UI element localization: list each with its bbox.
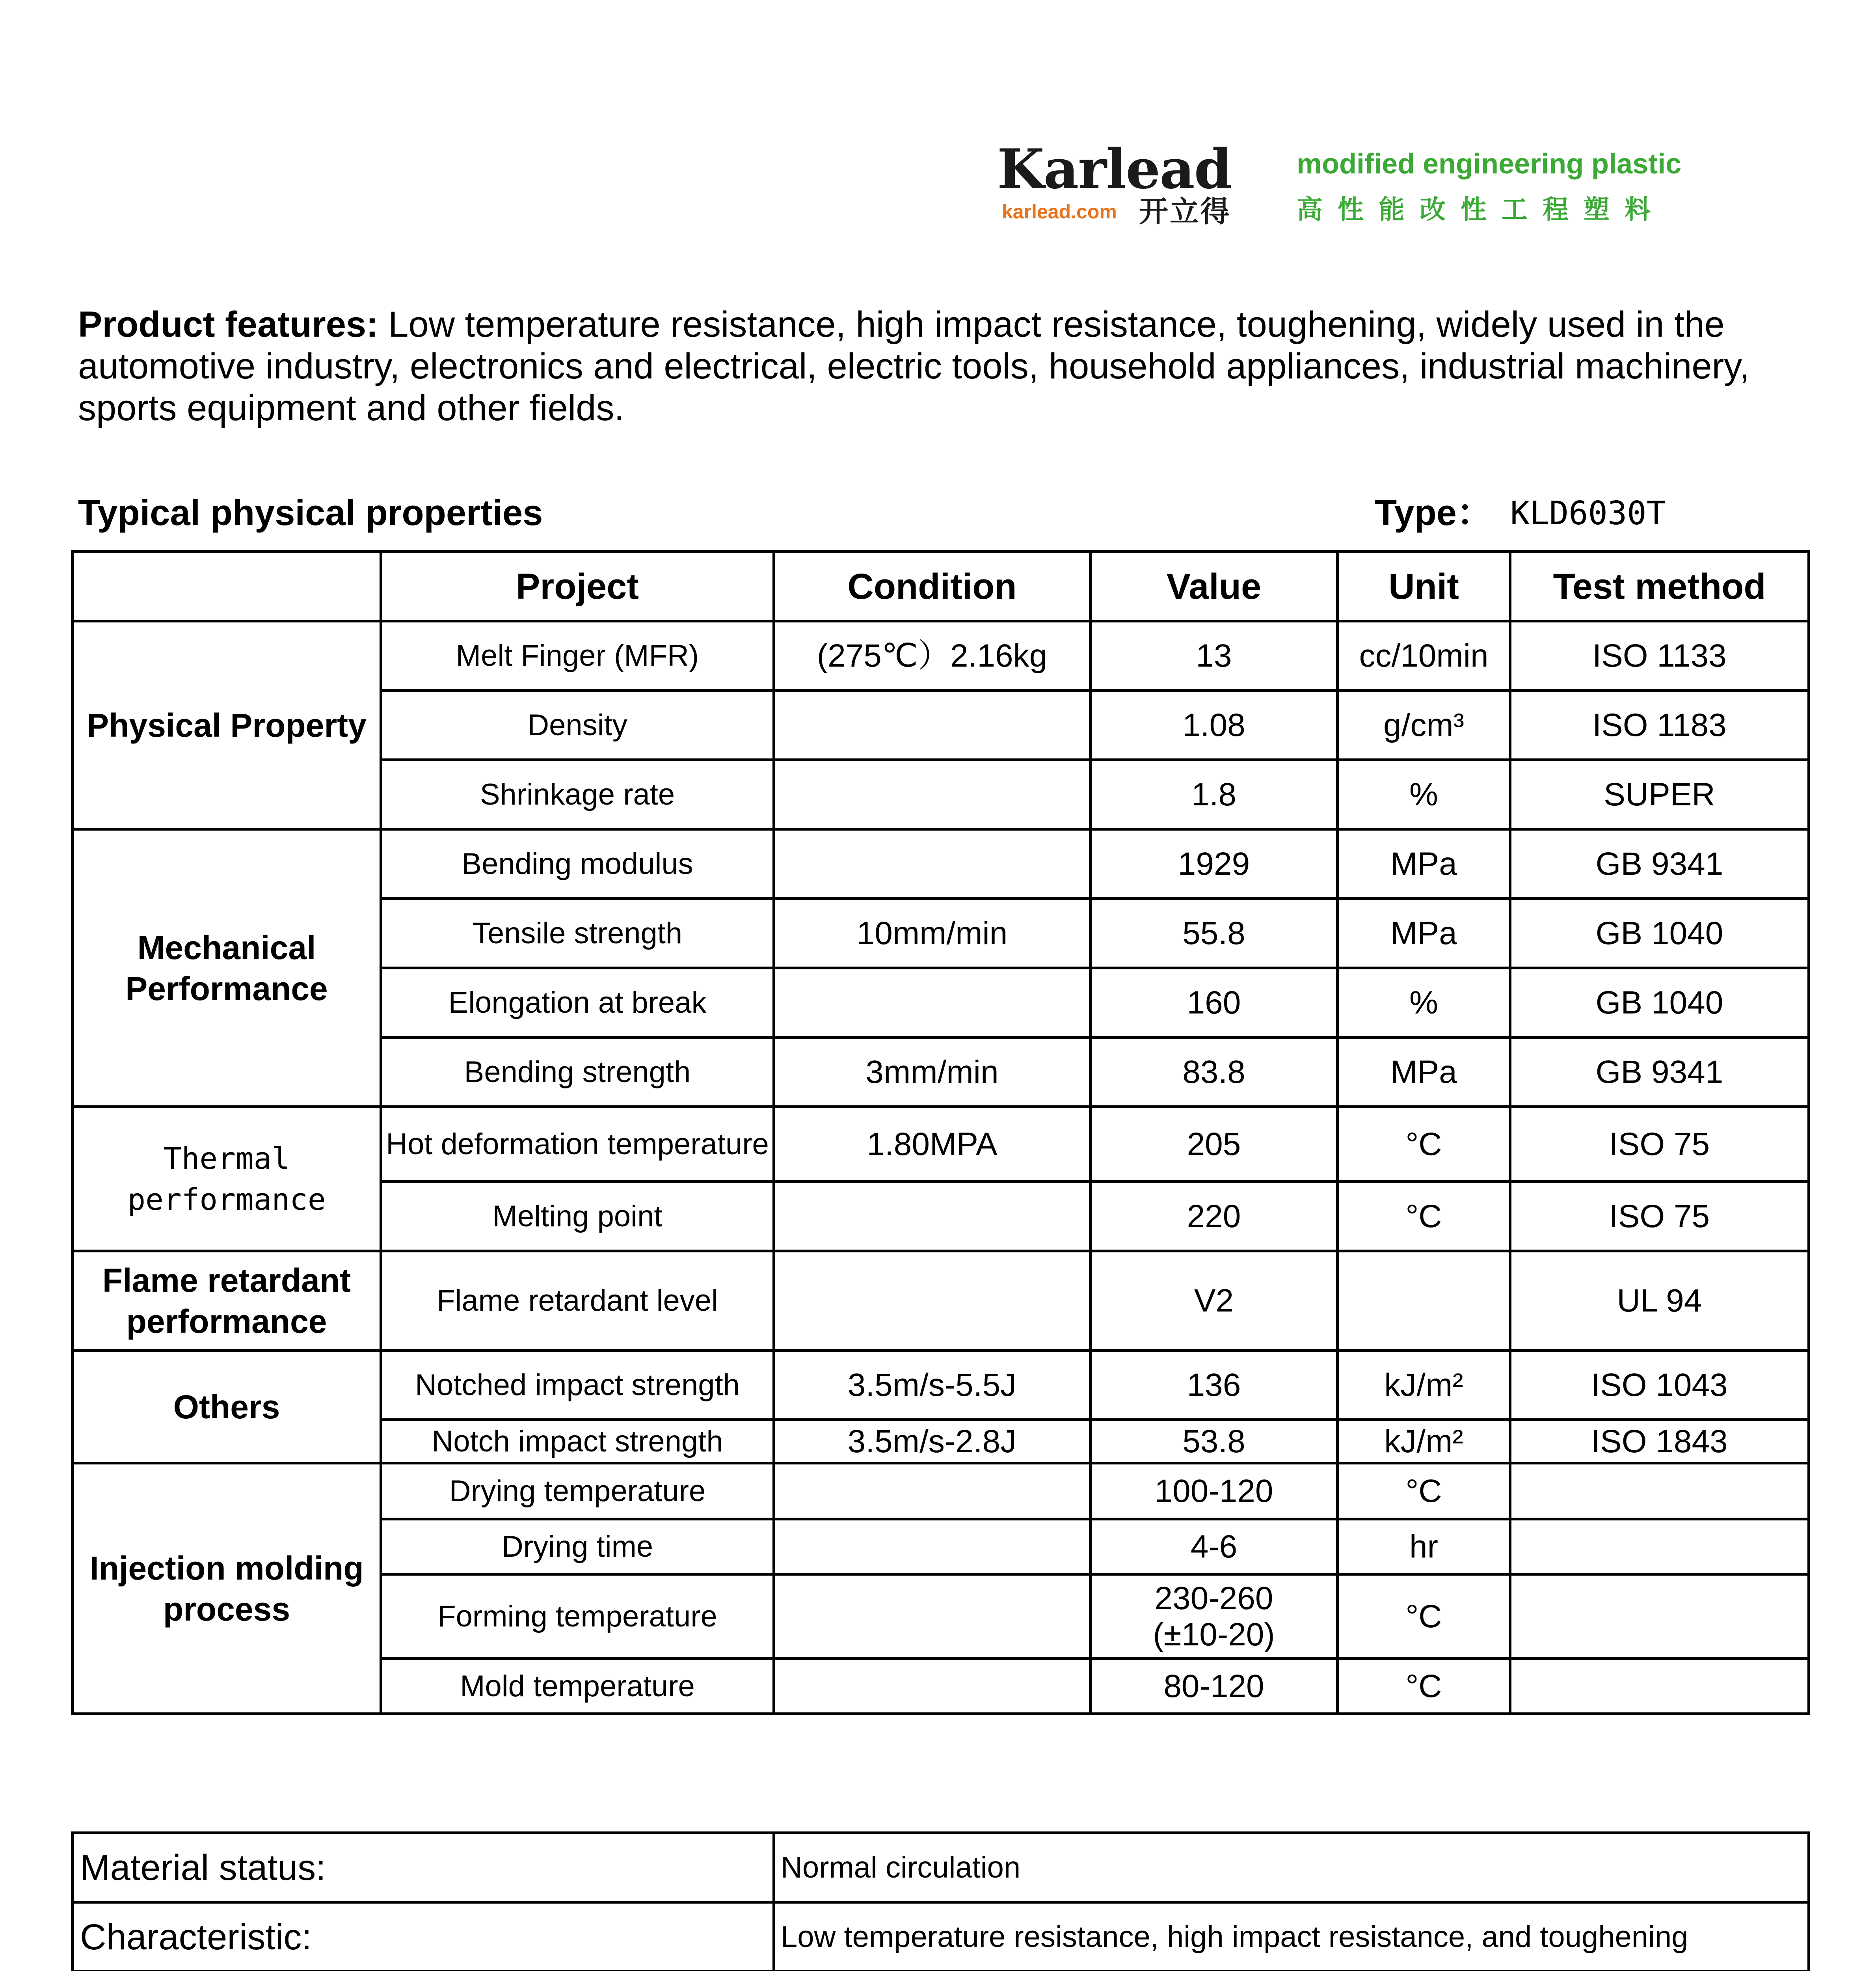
project-cell: Shrinkage rate [381,760,774,829]
unit-cell: cc/10min [1338,621,1510,691]
value-cell: 55.8 [1091,899,1338,968]
unit-cell: % [1338,968,1510,1038]
project-cell: Mold temperature [381,1659,774,1714]
unit-cell: °C [1338,1574,1510,1659]
project-cell: Melt Finger (MFR) [381,621,774,691]
project-cell: Bending modulus [381,829,774,899]
project-cell: Hot deformation temperature [381,1107,774,1182]
method-cell: UL 94 [1510,1251,1809,1351]
project-cell: Forming temperature [381,1574,774,1659]
condition-cell [774,1574,1091,1659]
material-row [73,1902,1809,1971]
header-test-method: Test method [1510,552,1809,621]
method-cell: ISO 75 [1510,1182,1809,1251]
unit-cell [1338,1251,1510,1351]
brand-url: karlead.com [1002,201,1117,223]
unit-cell: kJ/m² [1338,1351,1510,1420]
value-cell: 220 [1091,1182,1338,1251]
unit-cell: % [1338,760,1510,829]
project-cell: Melting point [381,1182,774,1251]
table-row [73,1251,1809,1351]
condition-cell [774,968,1091,1038]
project-cell: Drying time [381,1519,774,1574]
condition-cell [774,1182,1091,1251]
group-label: Flame retardant performance [73,1251,381,1351]
method-cell: ISO 1843 [1510,1420,1809,1463]
product-features-label: Product features: [78,304,378,345]
table-row [73,1351,1809,1420]
properties-title: Typical physical properties [78,493,543,533]
brand-name: Karlead [997,137,1232,201]
condition-cell: 3.5m/s-5.5J [774,1351,1091,1420]
method-cell [1510,1519,1809,1574]
product-features [78,304,1781,429]
method-cell: SUPER [1510,760,1809,829]
condition-cell [774,691,1091,760]
method-cell: GB 1040 [1510,968,1809,1038]
condition-cell [774,1519,1091,1574]
project-cell: Tensile strength [381,899,774,968]
material-label: Material status: [73,1833,774,1902]
condition-cell [774,1463,1091,1519]
unit-cell: °C [1338,1107,1510,1182]
brand-name-cn: 开立得 [1139,195,1231,229]
unit-cell: MPa [1338,1038,1510,1107]
condition-cell [774,1659,1091,1714]
header-blank [73,552,381,621]
value-cell: 83.8 [1091,1038,1338,1107]
brand-tagline: modified engineering plastic [1297,148,1682,180]
method-cell: ISO 75 [1510,1107,1809,1182]
type-label: Type： [1375,493,1493,533]
header-project: Project [381,552,774,621]
project-cell: Drying temperature [381,1463,774,1519]
value-cell: 1929 [1091,829,1338,899]
method-cell [1510,1463,1809,1519]
value-cell: 1.8 [1091,760,1338,829]
material-info-table [71,1831,1810,1971]
group-label: Thermal performance [73,1107,381,1251]
project-cell: Bending strength [381,1038,774,1107]
unit-cell: °C [1338,1463,1510,1519]
brand-tagline-cn: 高性能改性工程塑料 [1297,194,1666,225]
unit-cell: °C [1338,1659,1510,1714]
table-row [73,829,1809,899]
product-features-text: Low temperature resistance, high impact resistance, toughening, widely used in the automotive industry, electronics and electrical, electric tools, household appliances, industrial machinery, sports equipment and other fields. [78,304,1749,428]
project-cell: Elongation at break [381,968,774,1038]
table-header-row [73,552,1809,621]
unit-cell: °C [1338,1182,1510,1251]
group-label: Mechanical Performance [73,829,381,1107]
value-cell: 80-120 [1091,1659,1338,1714]
method-cell: GB 1040 [1510,899,1809,968]
method-cell: GB 9341 [1510,1038,1809,1107]
method-cell [1510,1659,1809,1714]
method-cell [1510,1574,1809,1659]
condition-cell: 3mm/min [774,1038,1091,1107]
method-cell: GB 9341 [1510,829,1809,899]
condition-cell [774,829,1091,899]
material-value: Normal circulation [774,1833,1809,1902]
value-cell: 160 [1091,968,1338,1038]
unit-cell: MPa [1338,899,1510,968]
value-cell: V2 [1091,1251,1338,1351]
unit-cell: hr [1338,1519,1510,1574]
unit-cell: g/cm³ [1338,691,1510,760]
unit-cell: MPa [1338,829,1510,899]
project-cell: Density [381,691,774,760]
project-cell: Flame retardant level [381,1251,774,1351]
condition-cell: 10mm/min [774,899,1091,968]
value-cell: 100-120 [1091,1463,1338,1519]
value-cell: 13 [1091,621,1338,691]
condition-cell: (275℃）2.16kg [774,621,1091,691]
value-cell: 4-6 [1091,1519,1338,1574]
group-label: Physical Property [73,621,381,829]
value-cell: 230-260 (±10-20) [1091,1574,1338,1659]
group-label: Injection molding process [73,1463,381,1714]
condition-cell: 1.80MPA [774,1107,1091,1182]
material-row [73,1833,1809,1902]
type-value: KLD6030T [1510,495,1666,532]
value-cell: 1.08 [1091,691,1338,760]
method-cell: ISO 1043 [1510,1351,1809,1420]
brand-logo [997,137,1746,240]
method-cell: ISO 1183 [1510,691,1809,760]
condition-cell [774,760,1091,829]
header-unit: Unit [1338,552,1510,621]
value-cell: 53.8 [1091,1420,1338,1463]
table-row [73,621,1809,691]
table-row [73,1107,1809,1182]
value-cell: 136 [1091,1351,1338,1420]
method-cell: ISO 1133 [1510,621,1809,691]
unit-cell: kJ/m² [1338,1420,1510,1463]
table-row [73,1463,1809,1519]
condition-cell: 3.5m/s-2.8J [774,1420,1091,1463]
header-value: Value [1091,552,1338,621]
project-cell: Notch impact strength [381,1420,774,1463]
header-condition: Condition [774,552,1091,621]
group-label: Others [73,1351,381,1463]
material-label: Characteristic: [73,1902,774,1971]
condition-cell [774,1251,1091,1351]
value-cell: 205 [1091,1107,1338,1182]
properties-table [71,550,1810,1715]
project-cell: Notched impact strength [381,1351,774,1420]
material-value: Low temperature resistance, high impact resistance, and toughening [774,1902,1809,1971]
